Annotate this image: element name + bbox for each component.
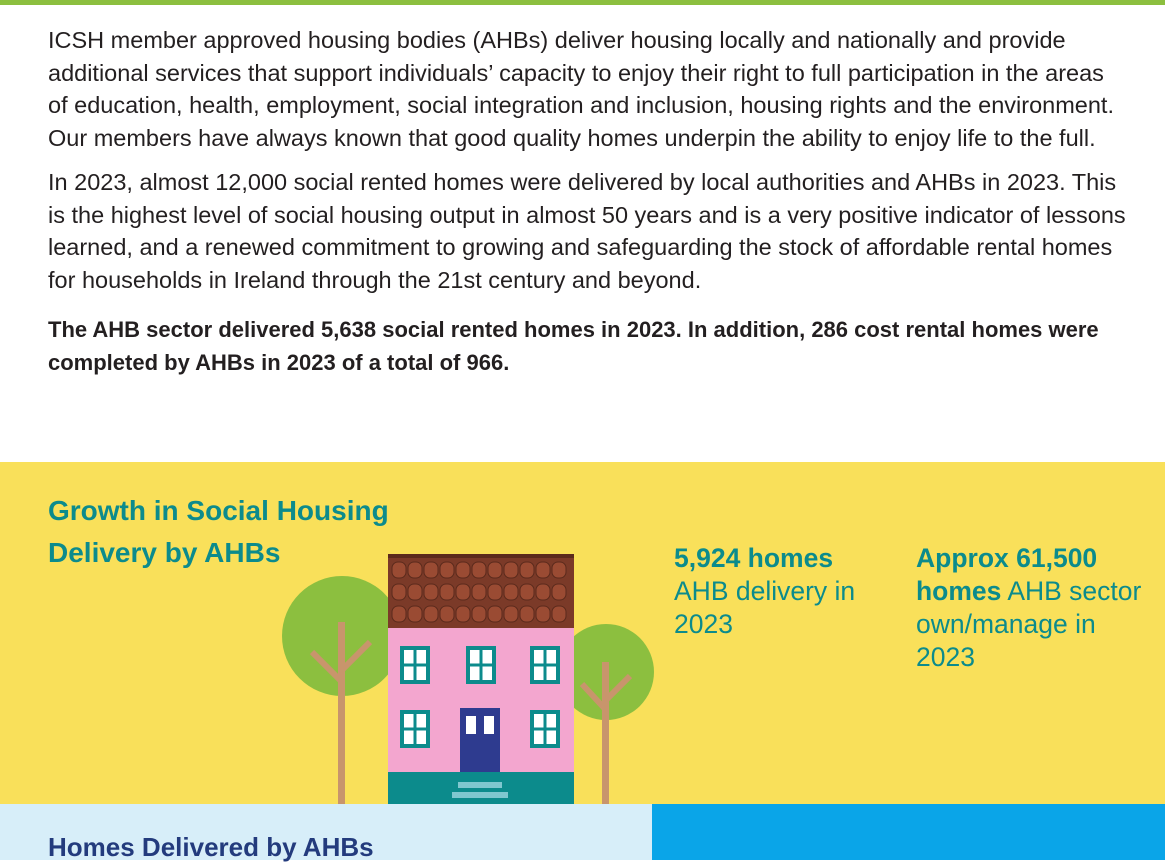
stat-value: 5,924 homes xyxy=(674,543,834,573)
homes-delivered-title: Homes Delivered by AHBs xyxy=(48,832,374,862)
tree-icon xyxy=(282,576,402,804)
blue-panel xyxy=(652,804,1165,860)
intro-highlight: The AHB sector delivered 5,638 social rented homes in 2023. In addition, 286 cost rental homes were completed by AHBs in 2023 of a total of 966. xyxy=(48,317,1099,375)
stat-label: AHB delivery in 2023 xyxy=(674,576,856,639)
house-illustration xyxy=(276,550,656,804)
stat-label: AHB sector own/manage in 2023 xyxy=(916,576,1142,672)
stat-ahb-delivery xyxy=(674,542,874,641)
stat-ahb-stock xyxy=(916,542,1156,674)
intro-paragraph-1: ICSH member approved housing bodies (AHBs) deliver housing locally and nationally and provide additional services that support individuals’ capacity to enjoy their right to full participation in the areas of education, health, employment, social integration and inclusion, housing rights and the environment. Our members have always known that good quality homes underpin the ability to enjoy life to the full. xyxy=(48,27,1114,151)
top-accent-rule xyxy=(0,0,1165,5)
stat-value: Approx 61,500 homes xyxy=(916,543,1098,606)
growth-panel xyxy=(0,462,1165,804)
homes-delivered-panel xyxy=(0,804,652,860)
growth-title: Growth in Social Housing Delivery by AHBs xyxy=(48,495,389,568)
intro-section xyxy=(48,24,1128,391)
intro-paragraph-2: In 2023, almost 12,000 social rented homes were delivered by local authorities and AHBs in 2023. This is the highest level of social housing output in almost 50 years and is a very positive indicator of lessons learned, and a renewed commitment to growing and safeguarding the stock of affordable rental homes for households in Ireland through the 21st century and beyond. xyxy=(48,169,1126,293)
